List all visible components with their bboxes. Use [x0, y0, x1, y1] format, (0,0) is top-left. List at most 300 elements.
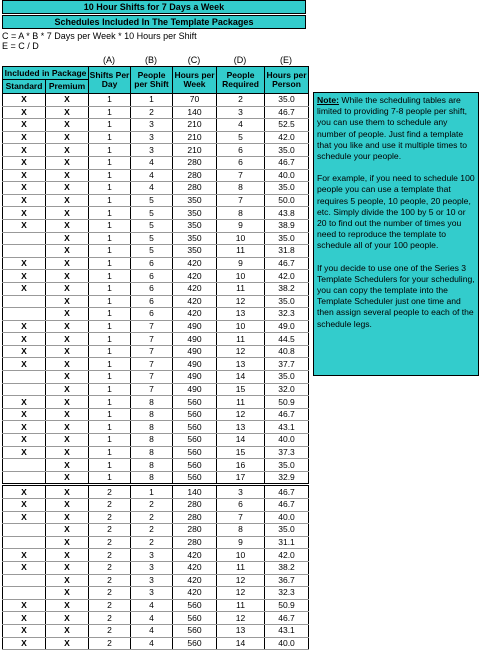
table-row	[3, 587, 309, 600]
cell-hours-per-week: 560	[173, 408, 217, 421]
cell-people-per-shift: 5	[131, 194, 173, 207]
cell-standard: X	[3, 396, 46, 409]
cell-shifts-per-day: 1	[89, 257, 131, 270]
cell-hours-per-week: 210	[173, 119, 217, 132]
cell-hours-per-week: 350	[173, 194, 217, 207]
table-row	[3, 308, 309, 321]
cell-standard: X	[3, 144, 46, 157]
cell-shifts-per-day: 1	[89, 156, 131, 169]
cell-standard: X	[3, 320, 46, 333]
table-row	[3, 471, 309, 485]
cell-people-required: 10	[217, 549, 265, 562]
cell-people-per-shift: 4	[131, 624, 173, 637]
cell-premium: X	[46, 333, 89, 346]
cell-people-per-shift: 1	[131, 485, 173, 499]
cell-people-per-shift: 4	[131, 182, 173, 195]
cell-people-required: 3	[217, 485, 265, 499]
header-included: Included in Package	[3, 67, 89, 80]
cell-shifts-per-day: 2	[89, 536, 131, 549]
cell-people-required: 4	[217, 119, 265, 132]
table-row	[3, 270, 309, 283]
cell-premium: X	[46, 612, 89, 625]
cell-people-per-shift: 6	[131, 295, 173, 308]
cell-premium: X	[46, 499, 89, 512]
cell-shifts-per-day: 1	[89, 207, 131, 220]
cell-people-required: 2	[217, 94, 265, 107]
cell-hours-per-week: 210	[173, 131, 217, 144]
cell-premium: X	[46, 131, 89, 144]
cell-people-per-shift: 4	[131, 612, 173, 625]
cell-shifts-per-day: 1	[89, 396, 131, 409]
cell-premium: X	[46, 396, 89, 409]
cell-shifts-per-day: 1	[89, 371, 131, 384]
cell-hours-per-person: 40.0	[265, 637, 309, 650]
cell-people-required: 12	[217, 574, 265, 587]
header-hours-per-week: Hours per Week	[173, 67, 217, 94]
cell-premium: X	[46, 295, 89, 308]
table-row	[3, 94, 309, 107]
cell-shifts-per-day: 1	[89, 245, 131, 258]
cell-standard: X	[3, 345, 46, 358]
table-row	[3, 219, 309, 232]
column-letters	[2, 55, 306, 65]
header-premium: Premium	[46, 80, 89, 94]
cell-standard: X	[3, 434, 46, 447]
cell-standard: X	[3, 106, 46, 119]
cell-premium: X	[46, 524, 89, 537]
table-row	[3, 485, 309, 499]
cell-hours-per-person: 50.9	[265, 396, 309, 409]
cell-hours-per-week: 70	[173, 94, 217, 107]
cell-hours-per-person: 43.1	[265, 421, 309, 434]
cell-hours-per-week: 560	[173, 599, 217, 612]
cell-people-required: 9	[217, 536, 265, 549]
cell-people-required: 3	[217, 106, 265, 119]
cell-hours-per-person: 35.0	[265, 232, 309, 245]
cell-people-per-shift: 6	[131, 282, 173, 295]
cell-premium: X	[46, 282, 89, 295]
cell-shifts-per-day: 2	[89, 561, 131, 574]
cell-hours-per-person: 31.1	[265, 536, 309, 549]
cell-shifts-per-day: 1	[89, 270, 131, 283]
cell-people-per-shift: 2	[131, 511, 173, 524]
cell-hours-per-week: 490	[173, 320, 217, 333]
cell-standard: X	[3, 561, 46, 574]
cell-standard	[3, 232, 46, 245]
cell-people-required: 9	[217, 257, 265, 270]
cell-hours-per-person: 52.5	[265, 119, 309, 132]
cell-people-required: 13	[217, 308, 265, 321]
cell-shifts-per-day: 1	[89, 119, 131, 132]
cell-people-per-shift: 3	[131, 144, 173, 157]
table-row	[3, 358, 309, 371]
cell-shifts-per-day: 2	[89, 524, 131, 537]
cell-people-required: 13	[217, 421, 265, 434]
cell-people-per-shift: 4	[131, 637, 173, 650]
cell-shifts-per-day: 1	[89, 282, 131, 295]
cell-hours-per-week: 420	[173, 549, 217, 562]
cell-hours-per-person: 35.0	[265, 524, 309, 537]
cell-standard: X	[3, 257, 46, 270]
cell-standard	[3, 383, 46, 396]
cell-people-per-shift: 7	[131, 345, 173, 358]
cell-shifts-per-day: 1	[89, 358, 131, 371]
cell-hours-per-week: 280	[173, 511, 217, 524]
letter-c: (C)	[187, 55, 201, 65]
table-row	[3, 524, 309, 537]
cell-standard: X	[3, 94, 46, 107]
cell-shifts-per-day: 1	[89, 320, 131, 333]
header-standard: Standard	[3, 80, 46, 94]
cell-people-per-shift: 5	[131, 245, 173, 258]
cell-people-per-shift: 2	[131, 536, 173, 549]
cell-premium: X	[46, 207, 89, 220]
cell-people-per-shift: 8	[131, 434, 173, 447]
cell-hours-per-week: 420	[173, 257, 217, 270]
cell-people-per-shift: 3	[131, 549, 173, 562]
cell-standard: X	[3, 156, 46, 169]
formula-per-person: E = C / D	[2, 41, 39, 51]
cell-premium: X	[46, 624, 89, 637]
cell-people-per-shift: 3	[131, 561, 173, 574]
table-body	[3, 94, 309, 650]
cell-standard	[3, 308, 46, 321]
cell-standard: X	[3, 624, 46, 637]
cell-people-required: 12	[217, 408, 265, 421]
cell-people-per-shift: 4	[131, 169, 173, 182]
table-row	[3, 106, 309, 119]
cell-hours-per-week: 280	[173, 524, 217, 537]
cell-people-per-shift: 2	[131, 524, 173, 537]
table-row	[3, 156, 309, 169]
cell-people-per-shift: 8	[131, 396, 173, 409]
table-row	[3, 536, 309, 549]
cell-hours-per-person: 40.8	[265, 345, 309, 358]
table-row	[3, 119, 309, 132]
cell-people-per-shift: 3	[131, 574, 173, 587]
cell-people-required: 12	[217, 587, 265, 600]
cell-standard: X	[3, 637, 46, 650]
letter-a: (A)	[103, 55, 115, 65]
cell-hours-per-person: 43.1	[265, 624, 309, 637]
cell-premium: X	[46, 182, 89, 195]
cell-shifts-per-day: 1	[89, 169, 131, 182]
cell-people-required: 11	[217, 599, 265, 612]
cell-standard: X	[3, 446, 46, 459]
cell-hours-per-week: 420	[173, 561, 217, 574]
cell-people-per-shift: 4	[131, 599, 173, 612]
cell-premium: X	[46, 232, 89, 245]
cell-hours-per-week: 350	[173, 232, 217, 245]
cell-hours-per-person: 46.7	[265, 156, 309, 169]
table-row	[3, 144, 309, 157]
cell-standard: X	[3, 549, 46, 562]
header-shifts-per-day: Shifts Per Day	[89, 67, 131, 94]
cell-people-required: 11	[217, 396, 265, 409]
cell-shifts-per-day: 2	[89, 511, 131, 524]
table-row	[3, 396, 309, 409]
cell-hours-per-week: 350	[173, 245, 217, 258]
cell-shifts-per-day: 1	[89, 446, 131, 459]
cell-shifts-per-day: 1	[89, 471, 131, 485]
cell-shifts-per-day: 2	[89, 485, 131, 499]
cell-premium: X	[46, 536, 89, 549]
cell-people-required: 10	[217, 320, 265, 333]
cell-hours-per-week: 420	[173, 270, 217, 283]
header-people-required: People Required	[217, 67, 265, 94]
cell-people-per-shift: 6	[131, 308, 173, 321]
cell-standard: X	[3, 194, 46, 207]
cell-hours-per-person: 46.7	[265, 485, 309, 499]
cell-premium: X	[46, 106, 89, 119]
table-row	[3, 421, 309, 434]
cell-shifts-per-day: 1	[89, 144, 131, 157]
cell-people-per-shift: 5	[131, 219, 173, 232]
cell-hours-per-week: 210	[173, 144, 217, 157]
cell-shifts-per-day: 1	[89, 106, 131, 119]
table-row	[3, 624, 309, 637]
cell-hours-per-person: 31.8	[265, 245, 309, 258]
cell-premium: X	[46, 358, 89, 371]
cell-hours-per-week: 560	[173, 624, 217, 637]
cell-premium: X	[46, 94, 89, 107]
cell-people-required: 10	[217, 270, 265, 283]
cell-premium: X	[46, 194, 89, 207]
cell-hours-per-person: 40.0	[265, 169, 309, 182]
cell-people-per-shift: 8	[131, 446, 173, 459]
note-label: Note:	[317, 95, 339, 105]
cell-hours-per-week: 420	[173, 587, 217, 600]
cell-hours-per-person: 32.9	[265, 471, 309, 485]
cell-premium: X	[46, 485, 89, 499]
cell-hours-per-week: 420	[173, 295, 217, 308]
cell-people-required: 8	[217, 524, 265, 537]
table-row	[3, 637, 309, 650]
cell-premium: X	[46, 549, 89, 562]
cell-hours-per-week: 560	[173, 459, 217, 472]
cell-standard: X	[3, 511, 46, 524]
cell-people-per-shift: 1	[131, 94, 173, 107]
cell-premium: X	[46, 587, 89, 600]
cell-people-required: 11	[217, 333, 265, 346]
cell-people-per-shift: 8	[131, 408, 173, 421]
cell-standard: X	[3, 207, 46, 220]
cell-people-required: 14	[217, 371, 265, 384]
cell-hours-per-week: 560	[173, 612, 217, 625]
cell-premium: X	[46, 561, 89, 574]
cell-hours-per-week: 420	[173, 282, 217, 295]
cell-hours-per-week: 560	[173, 471, 217, 485]
cell-people-per-shift: 8	[131, 459, 173, 472]
cell-hours-per-week: 420	[173, 574, 217, 587]
cell-people-required: 15	[217, 446, 265, 459]
cell-shifts-per-day: 1	[89, 421, 131, 434]
cell-hours-per-person: 35.0	[265, 295, 309, 308]
table-row	[3, 459, 309, 472]
cell-shifts-per-day: 2	[89, 637, 131, 650]
cell-people-per-shift: 8	[131, 421, 173, 434]
cell-standard: X	[3, 612, 46, 625]
table-row	[3, 434, 309, 447]
cell-shifts-per-day: 1	[89, 232, 131, 245]
cell-hours-per-person: 46.7	[265, 408, 309, 421]
cell-people-required: 12	[217, 345, 265, 358]
table-row	[3, 599, 309, 612]
cell-people-required: 7	[217, 511, 265, 524]
cell-people-required: 13	[217, 624, 265, 637]
cell-people-required: 6	[217, 499, 265, 512]
cell-hours-per-week: 420	[173, 308, 217, 321]
cell-shifts-per-day: 1	[89, 182, 131, 195]
cell-people-required: 10	[217, 232, 265, 245]
cell-hours-per-person: 38.2	[265, 282, 309, 295]
table-row	[3, 511, 309, 524]
table-row	[3, 345, 309, 358]
cell-hours-per-person: 46.7	[265, 257, 309, 270]
cell-hours-per-week: 490	[173, 371, 217, 384]
cell-shifts-per-day: 1	[89, 345, 131, 358]
cell-standard: X	[3, 219, 46, 232]
cell-standard: X	[3, 333, 46, 346]
cell-premium: X	[46, 257, 89, 270]
cell-hours-per-person: 42.0	[265, 270, 309, 283]
cell-hours-per-person: 37.3	[265, 446, 309, 459]
cell-hours-per-week: 140	[173, 106, 217, 119]
cell-shifts-per-day: 1	[89, 219, 131, 232]
cell-people-required: 11	[217, 282, 265, 295]
cell-shifts-per-day: 1	[89, 459, 131, 472]
cell-people-required: 8	[217, 182, 265, 195]
cell-standard: X	[3, 270, 46, 283]
cell-people-required: 13	[217, 358, 265, 371]
cell-people-per-shift: 8	[131, 471, 173, 485]
cell-shifts-per-day: 1	[89, 94, 131, 107]
cell-hours-per-week: 350	[173, 207, 217, 220]
cell-premium: X	[46, 471, 89, 485]
cell-premium: X	[46, 408, 89, 421]
cell-people-required: 7	[217, 194, 265, 207]
cell-people-required: 14	[217, 637, 265, 650]
cell-premium: X	[46, 219, 89, 232]
cell-people-required: 11	[217, 245, 265, 258]
cell-shifts-per-day: 2	[89, 587, 131, 600]
cell-standard: X	[3, 131, 46, 144]
cell-standard: X	[3, 499, 46, 512]
cell-standard: X	[3, 169, 46, 182]
cell-shifts-per-day: 1	[89, 408, 131, 421]
cell-people-required: 9	[217, 219, 265, 232]
cell-premium: X	[46, 308, 89, 321]
cell-people-required: 6	[217, 144, 265, 157]
cell-people-per-shift: 3	[131, 131, 173, 144]
table-row	[3, 574, 309, 587]
cell-shifts-per-day: 2	[89, 574, 131, 587]
header-hours-per-person: Hours per Person	[265, 67, 309, 94]
note-paragraph-3: If you decide to use one of the Series 3 Template Schedulers for your scheduling, you can copy the template into the Template Scheduler just one time and then assign several people to each of the schedule legs.	[317, 262, 475, 329]
letter-b: (B)	[145, 55, 157, 65]
cell-premium: X	[46, 574, 89, 587]
cell-hours-per-person: 35.0	[265, 182, 309, 195]
cell-hours-per-week: 280	[173, 499, 217, 512]
cell-hours-per-person: 35.0	[265, 459, 309, 472]
cell-hours-per-week: 560	[173, 396, 217, 409]
table-row	[3, 371, 309, 384]
cell-hours-per-person: 36.7	[265, 574, 309, 587]
cell-hours-per-person: 40.0	[265, 511, 309, 524]
table-row	[3, 131, 309, 144]
cell-hours-per-week: 560	[173, 637, 217, 650]
table-row	[3, 257, 309, 270]
formula-hours: C = A * B * 7 Days per Week * 10 Hours per Shift	[2, 31, 197, 41]
cell-hours-per-week: 140	[173, 485, 217, 499]
cell-hours-per-person: 35.0	[265, 371, 309, 384]
table-row	[3, 182, 309, 195]
cell-premium: X	[46, 637, 89, 650]
cell-people-per-shift: 2	[131, 499, 173, 512]
cell-people-per-shift: 3	[131, 119, 173, 132]
cell-hours-per-person: 40.0	[265, 434, 309, 447]
cell-premium: X	[46, 119, 89, 132]
cell-hours-per-person: 50.9	[265, 599, 309, 612]
note-paragraph-1: While the scheduling tables are limited to providing 7-8 people per shift, you can use them to schedule any number of people. Just find a template that you like and use it multiple times to schedule your people.	[317, 95, 467, 162]
cell-premium: X	[46, 599, 89, 612]
cell-hours-per-week: 490	[173, 383, 217, 396]
cell-hours-per-person: 42.0	[265, 549, 309, 562]
cell-hours-per-week: 280	[173, 169, 217, 182]
cell-hours-per-person: 46.7	[265, 106, 309, 119]
cell-standard	[3, 524, 46, 537]
cell-premium: X	[46, 459, 89, 472]
table-row	[3, 612, 309, 625]
table-row	[3, 320, 309, 333]
page-subtitle: Schedules Included In The Template Packages	[2, 15, 306, 29]
cell-premium: X	[46, 511, 89, 524]
cell-hours-per-week: 280	[173, 156, 217, 169]
cell-hours-per-week: 490	[173, 333, 217, 346]
letter-e: (E)	[280, 55, 292, 65]
cell-hours-per-person: 35.0	[265, 94, 309, 107]
cell-people-per-shift: 7	[131, 333, 173, 346]
cell-hours-per-week: 490	[173, 345, 217, 358]
cell-standard	[3, 245, 46, 258]
cell-people-required: 12	[217, 295, 265, 308]
table-row	[3, 333, 309, 346]
cell-hours-per-person: 50.0	[265, 194, 309, 207]
cell-shifts-per-day: 1	[89, 383, 131, 396]
table-row	[3, 295, 309, 308]
cell-people-per-shift: 5	[131, 207, 173, 220]
cell-standard: X	[3, 485, 46, 499]
cell-standard: X	[3, 119, 46, 132]
cell-shifts-per-day: 1	[89, 333, 131, 346]
table-row	[3, 232, 309, 245]
note-paragraph-2: For example, if you need to schedule 100 people you can use a template that requires 5 people, 10 people, 20 people, etc. Simply divide the 100 by 5 or 10 or 20 to find out the number of times you need to reproduce the template to schedule all of your 100 people.	[317, 173, 475, 251]
table-row	[3, 194, 309, 207]
cell-hours-per-week: 490	[173, 358, 217, 371]
cell-people-required: 14	[217, 434, 265, 447]
table-row	[3, 169, 309, 182]
cell-shifts-per-day: 2	[89, 499, 131, 512]
cell-shifts-per-day: 2	[89, 612, 131, 625]
cell-premium: X	[46, 169, 89, 182]
cell-people-required: 6	[217, 156, 265, 169]
table-row	[3, 561, 309, 574]
cell-hours-per-person: 32.3	[265, 308, 309, 321]
cell-hours-per-person: 43.8	[265, 207, 309, 220]
cell-people-required: 17	[217, 471, 265, 485]
table-row	[3, 207, 309, 220]
cell-premium: X	[46, 270, 89, 283]
